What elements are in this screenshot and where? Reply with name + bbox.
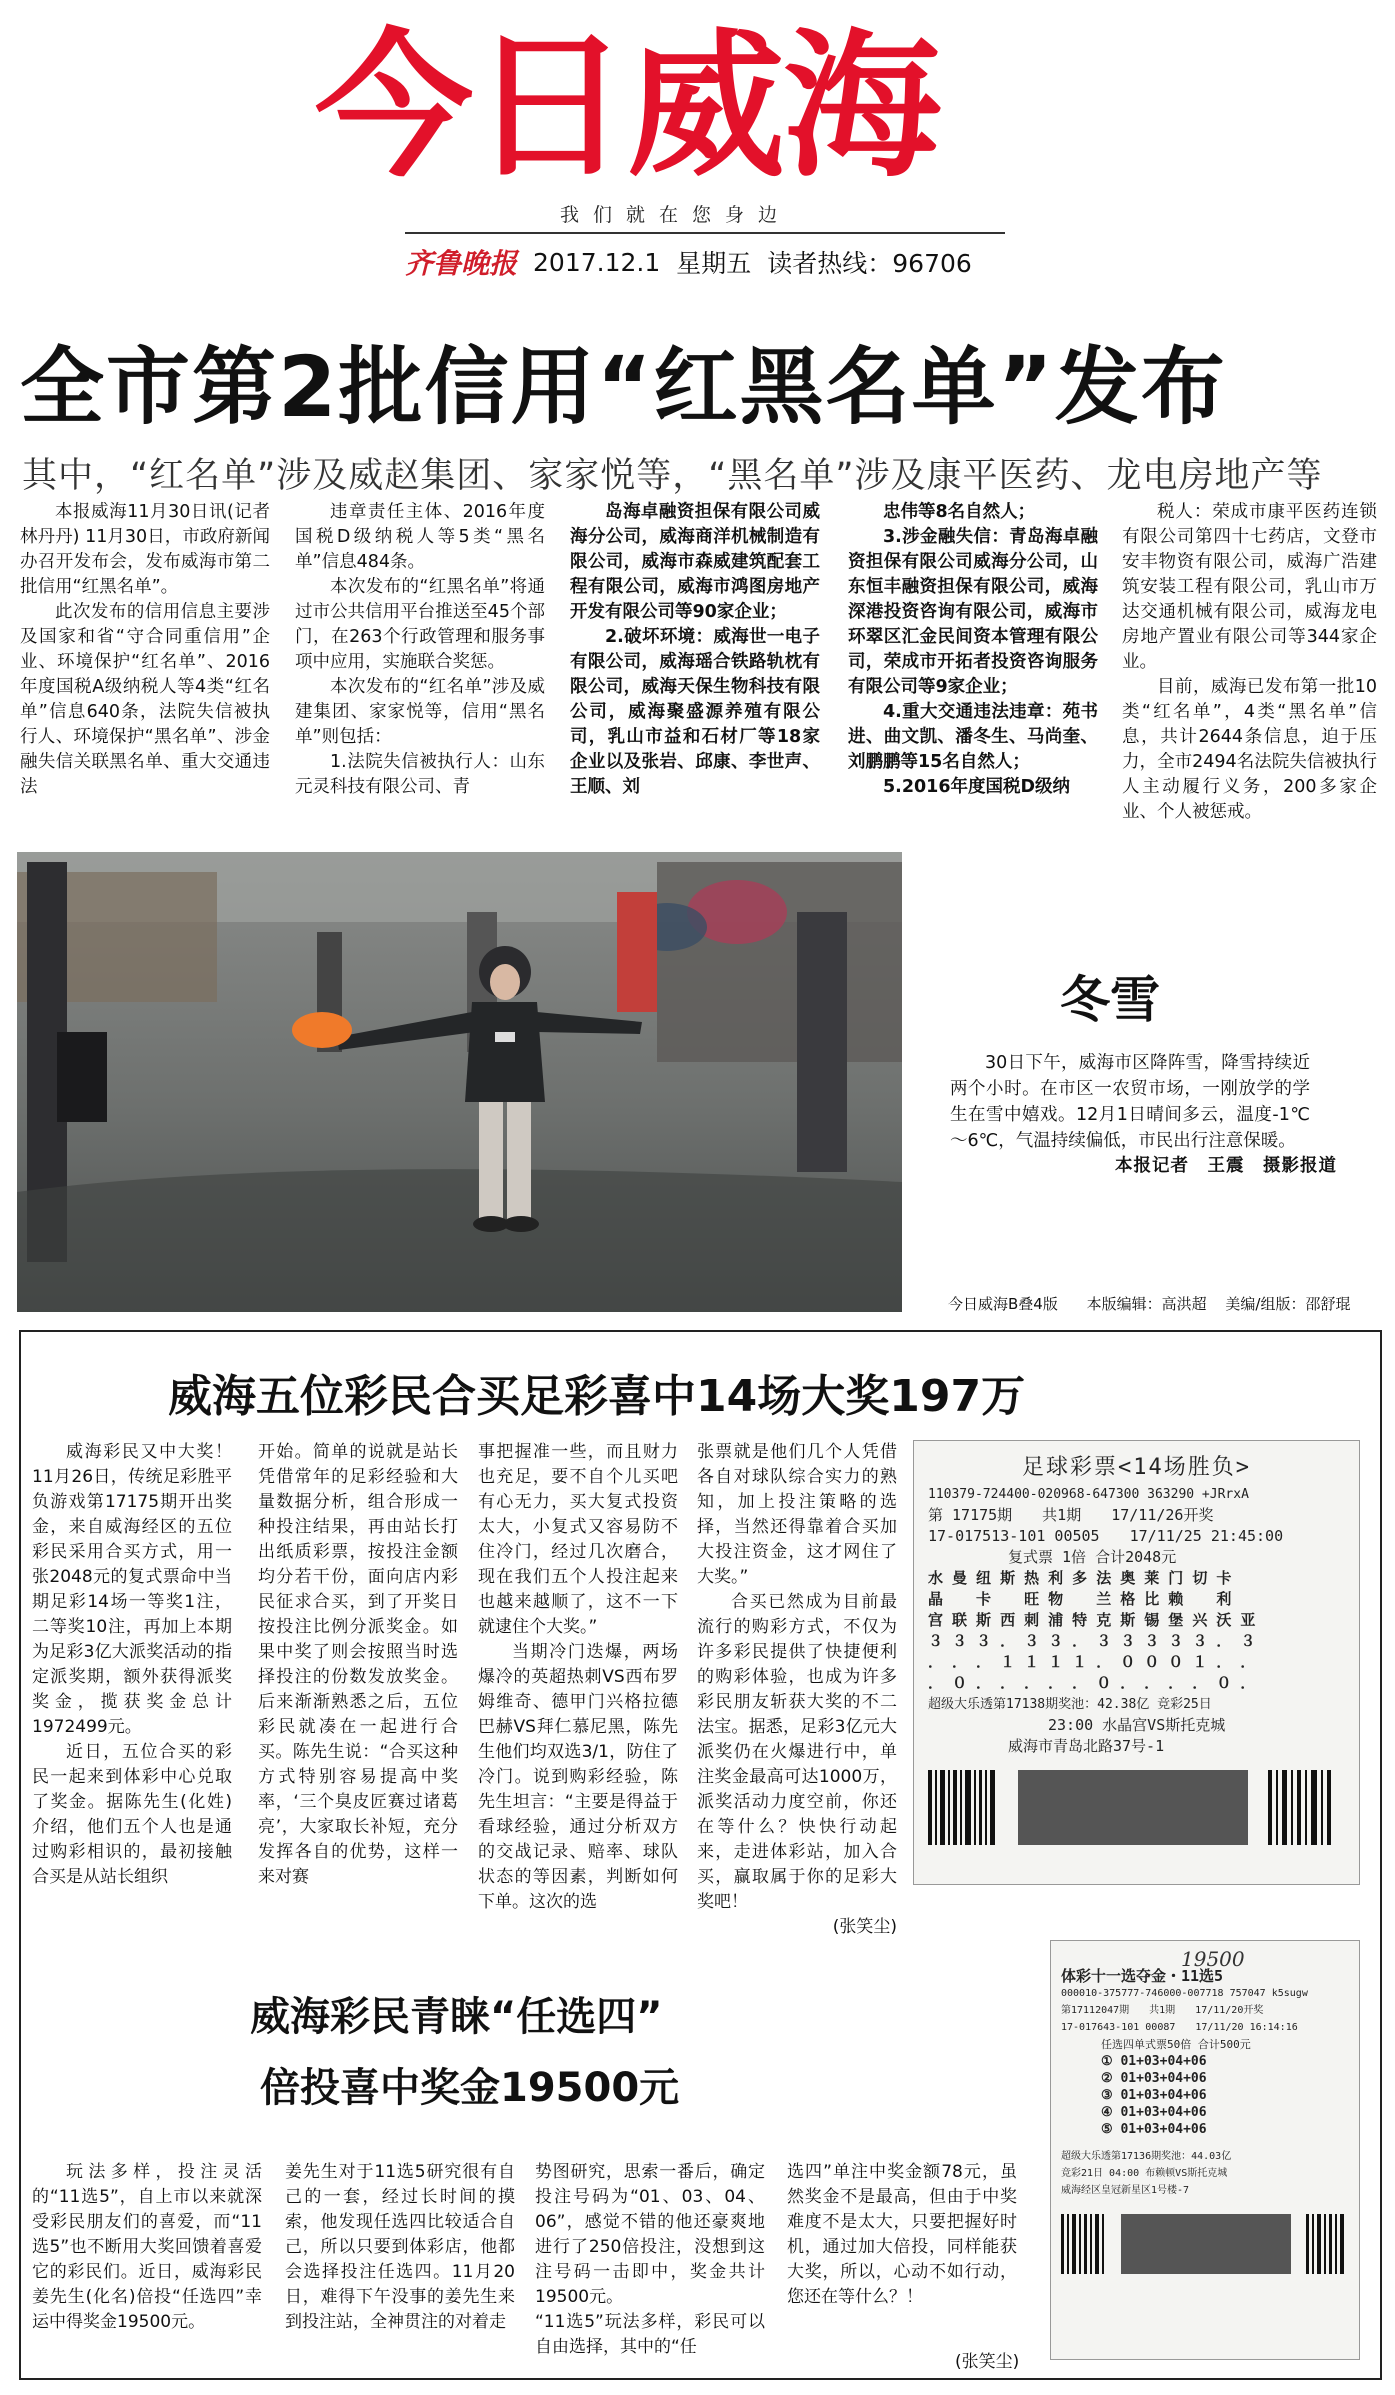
masthead-char: 今 — [315, 15, 467, 199]
paragraph: 违章责任主体、2016年度国税D级纳税人等5类“黑名单”信息484条。 — [295, 502, 545, 572]
ticket-pick: ② 01+03+04+06 — [1101, 2071, 1207, 2086]
ticket-picks: ． ０ ． ． ． ． ． ０ ． ． ． ． ０ ． — [928, 1674, 1256, 1692]
reader-hotline: 读者热线：96706 — [767, 249, 972, 278]
ticket-shop: 威海经区皇冠新星区1号楼-7 — [1061, 2185, 1190, 2196]
ticket-pick: ① 01+03+04+06 — [1101, 2054, 1207, 2069]
ticket-line: 复式票 1倍 合计2048元 — [1008, 1548, 1177, 1566]
soccer-lottery-ticket — [913, 1440, 1360, 1885]
paragraph: 忠伟等8名自然人； — [883, 502, 1036, 522]
masthead-title — [315, 15, 1075, 199]
lead-headline: 全市第2批信用“红黑名单”发布 — [20, 338, 1227, 436]
snow-scene-illustration — [17, 852, 902, 1312]
issue-date: 2017.12.1 — [533, 247, 661, 277]
lottery2-headline-1: 威海彩民青睐“任选四” — [250, 1994, 663, 2040]
paragraph: 1.法院失信被执行人：山东元灵科技有限公司、青 — [295, 752, 545, 797]
ticket-pick: ③ 01+03+04+06 — [1101, 2088, 1207, 2103]
barcode-qr-strip — [928, 1765, 1343, 1850]
lead-column-1 — [20, 500, 270, 830]
ticket-line: 000010-375777-746000-007718 757047 k5sugw — [1061, 1988, 1308, 1999]
ticket-ad: 超级大乐透第17136期奖池：44.03亿 — [1061, 2151, 1232, 2162]
ticket-ad: 超级大乐透第17138期奖池：42.38亿 竞彩25日 — [928, 1697, 1212, 1712]
barcode-qr-strip — [1061, 2209, 1351, 2279]
lottery1-headline: 威海五位彩民合买足彩喜中14场大奖197万 — [168, 1371, 1026, 1422]
lead-column-5 — [1122, 500, 1377, 830]
ticket-shop: 威海市青岛北路37号-1 — [1008, 1737, 1165, 1755]
footer-design: 美编/组版：邵舒琨 — [1225, 1295, 1351, 1313]
lead-column-2 — [295, 500, 545, 830]
slogan: 我们就在您身边 — [560, 204, 792, 226]
ticket-ad: 竞彩21日 04:00 布赖顿VS斯托克城 — [1061, 2168, 1228, 2179]
lottery2-column-2 — [285, 2160, 515, 2370]
ticket-pick: ④ 01+03+04+06 — [1101, 2105, 1207, 2120]
paragraph: 4.重大交通违法违章：苑书进、曲文凯、潘冬生、马尚奎、刘鹏鹏等15名自然人； — [848, 702, 1098, 772]
ticket-ad: 23:00 水晶宫VS斯托克城 — [1048, 1716, 1226, 1734]
ticket-line: 17-017643-101 00087 17/11/20 16:14:16 — [1061, 2022, 1298, 2033]
lead-column-3 — [570, 500, 820, 830]
paragraph: 本报威海11月30日讯(记者 林丹丹) 11月30日，市政府新闻办召开发布会，发布威海市第二批信用“红黑名单”。 — [20, 502, 270, 597]
paragraph: 本次发布的“红黑名单”将通过市公共信用平台推送至45个部门，在263个行政管理和服务事项中应用，实施联合奖惩。 — [295, 577, 545, 672]
paragraph: 事把握准一些，而且财力也充足，要不自个儿买吧有心无力，买大复式投资太大，小复式又容易防不住冷门，经过几次磨合，现在我们五个人投注起来也越来越顺了，这不一下就逮住个大奖。” — [478, 1442, 678, 1637]
masthead-divider — [405, 232, 1005, 234]
lottery1-column-2 — [258, 1440, 458, 1950]
masthead-char: 威 — [627, 15, 779, 199]
lead-column-4 — [848, 500, 1098, 830]
ticket-line: 17-017513-101 00505 17/11/25 21:45:00 — [928, 1527, 1284, 1545]
ticket-line: 第17112047期 共1期 17/11/20开奖 — [1061, 2005, 1264, 2016]
ticket-title: 体彩十一选夺金・11选5 — [1061, 1967, 1224, 1985]
ticket-teams: 晶 卡 旺 物 兰 格 比 赖 利 — [928, 1590, 1232, 1608]
paragraph: 30日下午，威海市区降阵雪，降雪持续近两个小时。在市区一农贸市场，一刚放学的学生在雪中嬉戏。12月1日晴间多云，温度-1℃～6℃，气温持续偏低，市民出行注意保暖。 — [950, 1053, 1310, 1151]
footer-ad: 今日威海B叠4版 — [948, 1295, 1058, 1313]
ticket-picks: ３ ３ ３ ． ３ ３ ． ３ ３ ３ ３ ３ ． ３ — [928, 1632, 1256, 1650]
paragraph: 税人：荣成市康平医药连锁有限公司第四十七药店，文登市安丰物资有限公司，威海广浩建筑安装工程有限公司，乳山市万达交通机械有限公司，威海龙电房地产置业有限公司等344家企业。 — [1122, 502, 1377, 672]
paragraph: 势图研究，思索一番后，确定投注号码为“01、03、04、06”，感觉不错的他还豪爽地进行了250倍投注，没想到这注号码一击即中，奖金共计19500元。 — [535, 2162, 765, 2307]
ticket-teams: 宫 联 斯 西 刺 浦 特 克 斯 锡 堡 兴 沃 亚 — [928, 1611, 1256, 1629]
lottery1-column-1 — [32, 1440, 232, 1950]
paragraph: 玩法多样，投注灵活的“11选5”，自上市以来就深受彩民朋友们的喜爱，而“11选5”也不断用大奖回馈着喜爱它的彩民们。近日，威海彩民姜先生(化名)倍投“任选四”幸运中得奖金19500元。 — [32, 2162, 262, 2332]
masthead-char: 海 — [783, 15, 935, 199]
paragraph: 本次发布的“红名单”涉及威建集团、家家悦等，信用“黑名单”则包括： — [295, 677, 545, 747]
ticket-line: 110379-724400-020968-647300 363290 +JRrxA — [928, 1487, 1249, 1502]
ticket-picks: ． ． ． １ １ １ １ ． ０ ０ ０ １ ． ． — [928, 1653, 1256, 1671]
ticket-title: 足球彩票<14场胜负> — [1022, 1455, 1251, 1480]
lottery2-column-3 — [535, 2160, 765, 2370]
lottery2-headline-2: 倍投喜中奖金19500元 — [260, 2065, 680, 2111]
paragraph: 近日，五位合买的彩民一起来到体彩中心兑取了奖金。据陈先生(化姓)介绍，他们五个人也是通过购彩相识的，最初接触合买是从站长组织 — [32, 1742, 232, 1887]
paragraph: 岛海卓融资担保有限公司威海分公司，威海商洋机械制造有限公司，威海市森威建筑配套工程有限公司，威海市鸿图房地产开发有限公司等90家企业； — [570, 502, 820, 622]
paragraph: 3.涉金融失信：青岛海卓融资担保有限公司威海分公司，山东恒丰融资担保有限公司，威海深港投资咨询有限公司，威海市环翠区汇金民间资本管理有限公司，荣成市开拓者投资咨询服务有限公司等9家企业； — [848, 527, 1098, 697]
dateline — [405, 242, 972, 282]
lottery2-byline: (张笑尘) — [955, 2352, 1020, 2372]
ticket-pick: ⑤ 01+03+04+06 — [1101, 2122, 1207, 2137]
issue-weekday: 星期五 — [676, 249, 752, 278]
snow-credit: 本报记者 王震 摄影报道 — [1115, 1156, 1337, 1176]
paragraph: “11选5”玩法多样，彩民可以自由选择，其中的“任 — [535, 2312, 765, 2357]
byline: (张笑尘) — [832, 1917, 897, 1937]
paragraph: 开始。简单的说就是站长凭借常年的足彩经验和大量数据分析，组合形成一种投注结果，再由站长打出纸质彩票，按投注金额均分若干份，面向店内彩民征求合买，到了开奖日按投注比例分派奖金。如果中奖了则会按照当时选择投注的份数发放奖金。后来渐渐熟悉之后，五位彩民就凑在一起进行合买。陈先生说：“合买这种方式特别容易提高中奖率，‘三个臭皮匠赛过诸葛亮’，大家取长补短，充分发挥各自的优势，这样一来对赛 — [258, 1442, 458, 1887]
paragraph: 5.2016年度国税D级纳 — [883, 777, 1071, 797]
lottery2-column-1 — [32, 2160, 262, 2370]
ticket-teams: 水 曼 纽 斯 热 利 多 法 奥 莱 门 切 卡 — [928, 1569, 1232, 1587]
paragraph: 此次发布的信用信息主要涉及国家和省“守合同重信用”企业、环境保护“红名单”、2016年度国税A级纳税人等4类“红名单”信息640条，法院失信被执行人、环境保护“黑名单”、涉金融失信关联黑名单、重大交通违法 — [20, 602, 270, 797]
paragraph: 威海彩民又中大奖！11月26日，传统足彩胜平负游戏第17175期开出奖金，来自威海经区的五位彩民采用合买方式，用一张2048元的复式票命中当期足彩14场一等奖1注，二等奖10注，再加上本期为足彩3亿大派奖活动的指定派奖期，额外获得派奖奖金，揽获奖金总计1972499元。 — [32, 1442, 232, 1737]
lead-subhead: 其中，“红名单”涉及威赵集团、家家悦等，“黑名单”涉及康平医药、龙电房地产等 — [22, 456, 1323, 496]
snow-caption — [950, 1050, 1310, 1154]
paragraph: 张票就是他们几个人凭借各自对球队综合实力的熟知，加上投注策略的选择，当然还得靠着合买加大投注资金，这才网住了大奖。” — [697, 1442, 897, 1587]
handwritten-amount: 19500 — [1181, 1947, 1245, 1971]
page-footer — [948, 1293, 1350, 1314]
paragraph: 选四”单注中奖金额78元，虽然奖金不是最高，但由于中奖难度不是太大，只要把握好时机，通过加大倍投，同样能获大奖，所以，心动不如行动，您还在等什么？！ — [787, 2162, 1017, 2307]
snow-photo — [17, 852, 902, 1312]
footer-editor: 本版编辑：高洪超 — [1086, 1295, 1207, 1313]
11x5-lottery-ticket — [1050, 1940, 1360, 2360]
brand-logo: 齐鲁晚报 — [405, 247, 518, 280]
snow-title: 冬雪 — [1060, 971, 1160, 1029]
paragraph: 2.破坏环境：威海世一电子有限公司，威海瑶合铁路轨枕有限公司，威海天保生物科技有限公司，威海聚盛源养殖有限公司，乳山市益和石材厂等18家企业以及张岩、邱康、李世声、王顺、刘 — [570, 627, 820, 797]
lottery2-column-4 — [787, 2160, 1017, 2345]
paragraph: 合买已然成为目前最流行的购彩方式，不仅为许多彩民提供了快捷便利的购彩体验，也成为许多彩民朋友斩获大奖的不二法宝。据悉，足彩3亿元大派奖仍在火爆进行中，单注奖金最高可达1000万，派奖活动力度空前，你还在等什么？快快行动起来，走进体彩站，加入合买，赢取属于你的足彩大奖吧！ — [697, 1592, 897, 1912]
ticket-line: 任选四单式票50倍 合计500元 — [1101, 2038, 1251, 2051]
lottery1-column-3 — [478, 1440, 678, 1950]
paragraph: 姜先生对于11选5研究很有自己的一套，经过长时间的摸索，他发现任选四比较适合自己，所以只要到体彩店，他都会选择投注任选四。11月20日，难得下午没事的姜先生来到投注站，全神贯注的对着走 — [285, 2162, 515, 2332]
masthead-char: 日 — [471, 15, 623, 199]
lottery1-column-4 — [697, 1440, 897, 1950]
paragraph: 目前，威海已发布第一批10类“红名单”，4类“黑名单”信息，共计2644条信息，迫于压力，全市2494名法院失信被执行人主动履行义务，200多家企业、个人被惩戒。 — [1122, 677, 1377, 822]
ticket-line: 第 17175期 共1期 17/11/26开奖 — [928, 1506, 1214, 1524]
paragraph: 当期冷门迭爆，两场爆冷的英超热刺VS西布罗姆维奇、德甲门兴格拉德巴赫VS拜仁慕尼黑，陈先生他们均双选3/1，防住了冷门。说到购彩经验，陈先生坦言：“主要是得益于看球经验，通过分析双方的交战记录、赔率、球队状态的等因素，判断如何下单。这次的选 — [478, 1642, 678, 1912]
